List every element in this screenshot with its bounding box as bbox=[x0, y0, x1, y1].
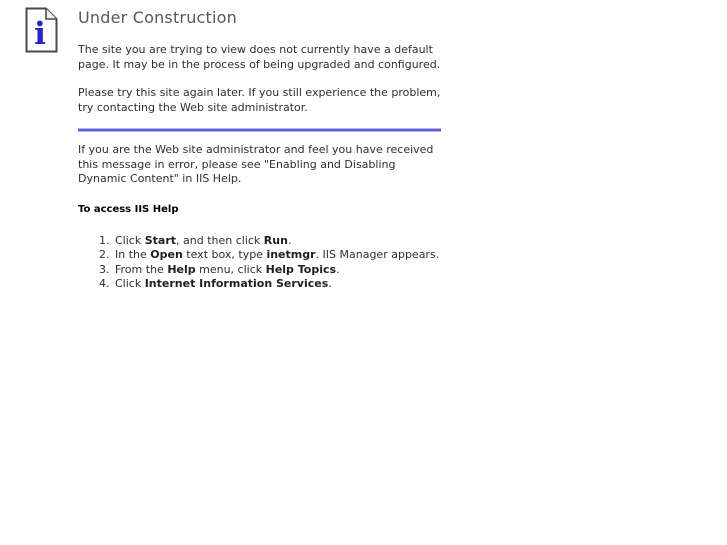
help-step-text: , and then click bbox=[176, 233, 264, 247]
help-step-text: In the bbox=[115, 248, 151, 261]
help-step-text: . bbox=[336, 262, 340, 276]
info-letter-i: i bbox=[34, 16, 46, 52]
help-step-text: . bbox=[287, 233, 292, 247]
help-step-keyword: inetmgr bbox=[266, 248, 316, 261]
help-step-keyword: Help bbox=[167, 262, 196, 276]
help-steps-list bbox=[78, 234, 441, 292]
help-step-text: text box, type bbox=[182, 248, 267, 261]
paragraph-default-page: The site you are trying to view does not currently have a default page. It may be in the process of being upgraded and configured. bbox=[78, 43, 441, 71]
help-step bbox=[113, 277, 441, 292]
help-step-keyword: Help Topics bbox=[265, 262, 337, 276]
help-section-heading: To access IIS Help bbox=[78, 203, 179, 215]
info-document-icon bbox=[25, 7, 58, 53]
help-step-text: . IIS Manager appears. bbox=[315, 248, 440, 261]
help-step bbox=[113, 263, 441, 278]
info-document-icon-svg bbox=[25, 7, 58, 53]
help-step-keyword: Internet Information Services bbox=[144, 277, 329, 290]
paragraph-try-later: Please try this site again later. If you still experience the problem, try contacting the Web site administrator. bbox=[78, 86, 441, 114]
paragraph-administrator: If you are the Web site administrator and feel you have received this message in error, please see "Enabling and Disabling Dynamic Content" in IIS Help. bbox=[78, 143, 434, 185]
page-title: Under Construction bbox=[78, 8, 237, 27]
help-step-keyword: Start bbox=[144, 233, 177, 247]
help-step-text: menu, click bbox=[195, 262, 266, 276]
help-step bbox=[113, 248, 441, 263]
help-step-text: Click bbox=[115, 277, 145, 290]
help-step-text: Click bbox=[115, 233, 145, 247]
help-step-text: . bbox=[328, 277, 332, 290]
help-step-keyword: Run bbox=[263, 233, 288, 247]
divider-rule bbox=[78, 129, 441, 131]
main-content bbox=[78, 8, 441, 292]
help-step bbox=[113, 234, 441, 249]
help-step-text: From the bbox=[115, 262, 168, 276]
help-step-keyword: Open bbox=[150, 248, 183, 261]
